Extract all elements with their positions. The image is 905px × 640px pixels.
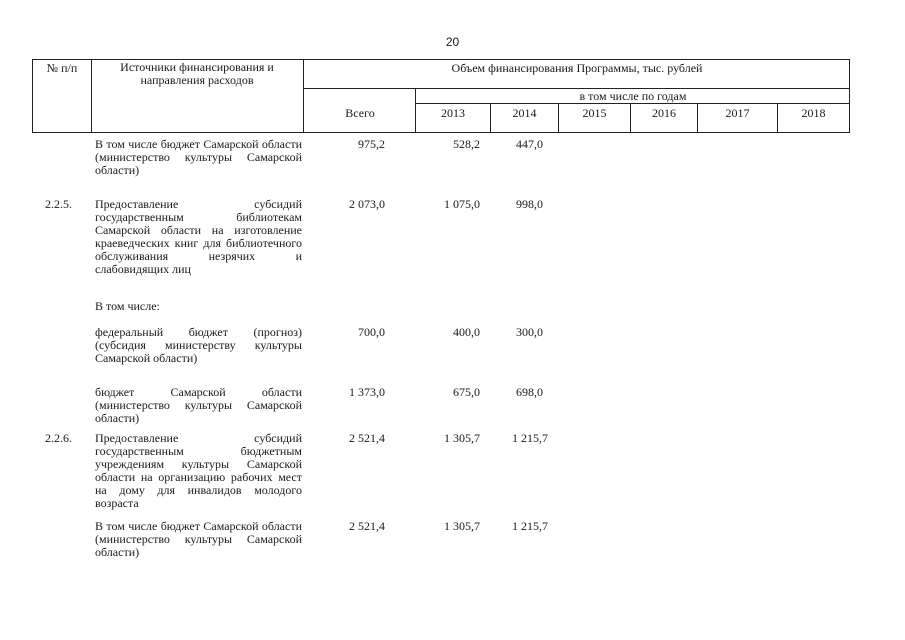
row-description: Предоставление субсидий государственным библиотекам Самарской области на изготовление краеведческих книг для библиотечного обслуживания незрячих и слабовидящих лиц xyxy=(95,197,302,276)
row-2014: 1 215,7 xyxy=(512,431,548,445)
header-col-by-years: в том числе по годам xyxy=(579,89,687,103)
row-number: 2.2.6. xyxy=(45,431,72,445)
row-2013: 675,0 xyxy=(453,385,480,399)
row-2014: 1 215,7 xyxy=(512,519,548,533)
row-2013: 528,2 xyxy=(453,137,480,151)
row-2014: 300,0 xyxy=(516,325,543,339)
row-total: 975,2 xyxy=(358,137,385,151)
header-col-no: № п/п xyxy=(46,61,78,75)
row-total: 2 073,0 xyxy=(349,197,385,211)
header-year-2015: 2015 xyxy=(582,106,607,120)
row-2014: 447,0 xyxy=(516,137,543,151)
row-number: 2.2.5. xyxy=(45,197,72,211)
row-2014: 998,0 xyxy=(516,197,543,211)
row-total: 2 521,4 xyxy=(349,431,385,445)
header-year-2016: 2016 xyxy=(652,106,676,120)
row-description: В том числе: xyxy=(95,299,160,313)
row-2013: 400,0 xyxy=(453,325,480,339)
row-total: 2 521,4 xyxy=(349,519,385,533)
header-year-2017: 2017 xyxy=(725,106,750,120)
row-2013: 1 305,7 xyxy=(444,431,480,445)
header-year-2013: 2013 xyxy=(441,106,465,120)
row-description: бюджет Самарской области (министерство культуры Самарской области) xyxy=(95,385,302,425)
row-description: федеральный бюджет (прогноз) (субсидия министерству культуры Самарской области) xyxy=(95,325,302,365)
row-total: 1 373,0 xyxy=(349,385,385,399)
row-description: В том числе бюджет Самарской области (министерство культуры Самарской области) xyxy=(95,519,302,559)
row-2013: 1 075,0 xyxy=(444,197,480,211)
header-col-source: Источники финансирования и направления расходов xyxy=(120,60,274,87)
header-year-2018: 2018 xyxy=(801,106,826,120)
row-description: В том числе бюджет Самарской области (министерство культуры Самарской области) xyxy=(95,137,302,177)
row-2013: 1 305,7 xyxy=(444,519,480,533)
row-2014: 698,0 xyxy=(516,385,543,399)
header-col-total: Всего xyxy=(345,106,375,120)
header-year-2014: 2014 xyxy=(512,106,537,120)
header-col-volume: Объем финансирования Программы, тыс. рублей xyxy=(451,61,703,75)
row-description: Предоставление субсидий государственным бюджетным учреждениям культуры Самарской области на организацию рабочих мест на дому для инвалидов молодого возраста xyxy=(95,431,302,510)
row-total: 700,0 xyxy=(358,325,385,339)
page-number: 20 xyxy=(445,35,460,49)
